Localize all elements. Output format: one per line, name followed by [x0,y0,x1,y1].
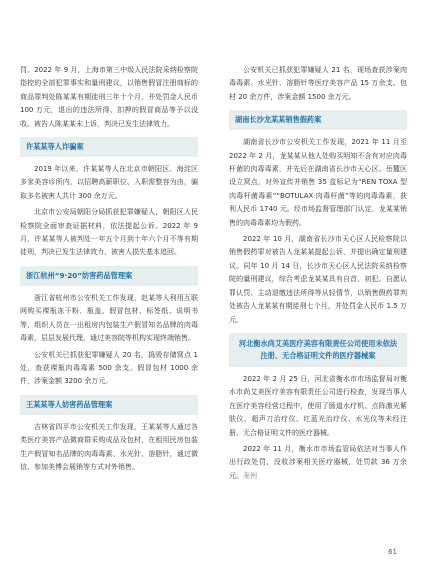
case-heading: 王某某等人妨害药品管理案 [20,395,198,415]
paragraph: 2022 年 2 月 25 日，河北省衡水市市场监督局对衡水市尚艾美医疗美容有限责任公司进行检查，发现当事人在医疗美容经营过程中，使用了肠道水疗机、点阵激光紫肤仪、超声刀治疗仪、红蓝光治疗仪、水光仪等未经注册、无合格证明文件的医疗器械。 [229,374,407,437]
paragraph [229,443,407,483]
paragraph: 北京市公安局朝阳分局抓获犯罪嫌疑人，朝阳区人民检察院全面审查证据材料，依法提起公诉。2022 年 9 月，许某某等人被判处一年五个月到十年六个月不等有期徒刑，判决已发生法律效力，被害人损失基本追回。 [20,208,198,257]
paragraph: 罚。2022 年 9 月，上海市第三中级人民法院采纳检察院指控的全部犯罪事实和量刑建议，以销售假冒注册商标的商品罪判处陈某某有期徒刑三年十个月，并处罚金人民币 100 万元，退出的违法所得、扣押的假冒商品等予以没收。被告人陈某某未上诉，判决已发生法律效力。 [20,66,198,128]
paragraph: 吉林省四平市公安机关工作发现，王某某等人通过各类医疗美容产品微商群采购成品及包材，在租用民房包装生产假冒知名品牌的肉毒毒素、水光针、溶脂针，通过微信、参加美博会展销等方式对外销售。 [20,422,198,471]
paragraph: 公安机关已抓获犯罪嫌疑人 20 名，捣毁存储窝点 1 处，查获裸瓶肉毒毒素 500 余支、假冒包材 1000 余件，涉案金额 3200 余万元。 [20,350,198,386]
case-heading: 许某某等人诈骗案 [20,137,198,157]
paragraph: 2022 年 10 月，湖南省长沙市天心区人民检察院以销售假药罪对被告人龙某某提起公诉，并提出确定量刑建议。同年 10 月 14 日，长沙市天心区人民法院采纳检察院的量刑建议，综合考虑龙某某具有自首、初犯、自愿认罪认罚、主动退缴违法所得等从轻情节，以销售假药罪判处被告人龙某某有期徒刑七个月，并处罚金人民币 1.5 万元。 [229,235,407,324]
paragraph: 浙江省杭州市公安机关工作发现，赵某等人利用互联网购买裸瓶冻干粉、瓶盖、假冒包材、标签纸、说明书等，组织人员在一出租房内包装生产假冒知名品牌的肉毒毒素，层层发展代理，通过美容院等机构实现终端销售。 [20,293,198,343]
paragraph: 湖南省长沙市公安机关工作发现，2021 年 11 月至 2022 年 2 月，龙某某从他人处购买明知不含有对应肉毒杆菌的肉毒毒素，并先后在湖南省长沙市天心区、岳麓区设立窝点，对外宣传并销售 35 盒标记为“REN TOXA 型肉毒杆菌毒素”“BOTULAX 肉毒杆菌”等的肉毒毒素，获利人民币 1740 元。经市场监督管理部门认定，龙某某销售的肉毒毒素均为假药。 [229,138,407,227]
right-column [229,64,407,486]
page-number: 61 [388,548,397,556]
case-heading: 河北衡水尚艾美医疗美容有限责任公司使用未依法注册、无合格证明文件的医疗器械案 [229,333,407,367]
paragraph: 公安机关已抓获犯罪嫌疑人 21 名，现场查获涉案肉毒毒素、水光针、溶脂针等医疗美容产品 15 万余支、包材 20 余万件，涉案金额 1500 余万元。 [229,66,407,101]
paragraph-text: 2022 年 11 月，衡水市市场监管局依法对当事人作出行政处罚，没收涉案相关医疗器械，处罚款 36 万余元。 [229,444,407,480]
case-heading: 湖南长沙龙某某销售假药案 [229,110,407,130]
left-column [20,64,198,477]
tag-label: 案例 [243,471,257,480]
paragraph: 2019 年以来，许某某等人在北京市朝阳区、海淀区多家美容诊所内，以招聘高薪职位、入职需整容为由，骗取多名被害人共计 300 余万元。 [20,165,198,200]
case-heading: 浙江杭州“9·20”妨害药品管理案 [20,266,198,286]
